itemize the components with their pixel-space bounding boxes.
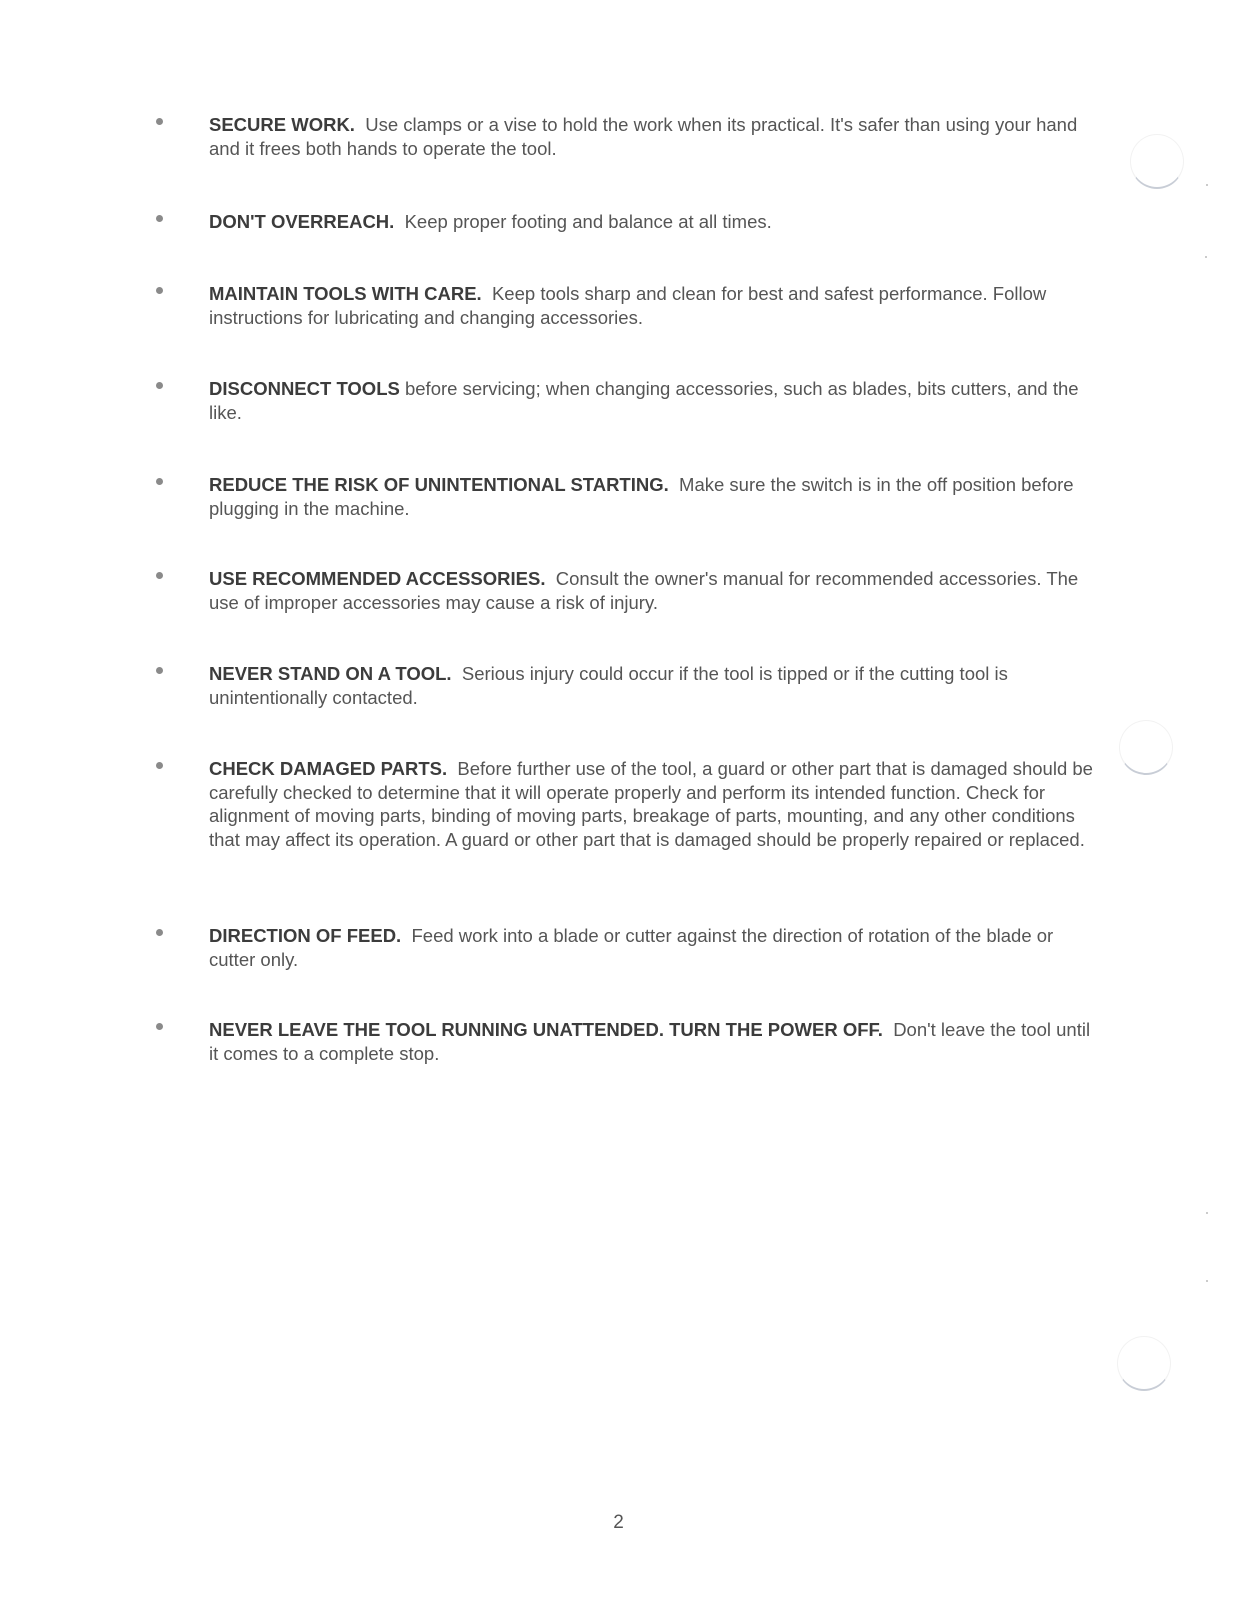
bullet-icon [156, 478, 163, 485]
scan-speck [1205, 256, 1207, 258]
item-body: Use clamps or a vise to hold the work when its practical. It's safer than using your hand and it frees both hands to operate the tool. [209, 114, 1078, 159]
bullet-icon [156, 572, 163, 579]
item-heading: CHECK DAMAGED PARTS. [209, 758, 448, 779]
punch-hole-icon [1117, 1336, 1171, 1391]
item-body: Keep tools sharp and clean for best and safest performance. Follow instructions for lubricating and changing accessories. [209, 283, 1047, 328]
bullet-icon [156, 667, 163, 674]
item-heading: NEVER LEAVE THE TOOL RUNNING UNATTENDED. TURN THE POWER OFF. [209, 1019, 883, 1040]
item-heading: MAINTAIN TOOLS WITH CARE. [209, 283, 482, 304]
bullet-icon [156, 215, 163, 222]
list-item [156, 113, 1096, 160]
item-body: before servicing; when changing accessories, such as blades, bits cutters, and the like. [209, 378, 1079, 423]
item-body: Keep proper footing and balance at all times. [404, 211, 772, 232]
item-heading: NEVER STAND ON A TOOL. [209, 663, 452, 684]
bullet-icon [156, 1023, 163, 1030]
list-item [156, 473, 1096, 520]
scan-speck [1206, 184, 1208, 186]
list-item [156, 924, 1096, 971]
list-item [156, 662, 1096, 709]
item-body: Consult the owner's manual for recommended accessories. The use of improper accessories may cause a risk of injury. [209, 568, 1079, 613]
scan-speck [1206, 1212, 1208, 1214]
list-item [156, 757, 1096, 851]
item-body: Serious injury could occur if the tool is tipped or if the cutting tool is unintentionally contacted. [209, 663, 1008, 708]
item-heading: USE RECOMMENDED ACCESSORIES. [209, 568, 546, 589]
list-item [156, 210, 1096, 234]
bullet-icon [156, 382, 163, 389]
bullet-icon [156, 287, 163, 294]
item-body: Make sure the switch is in the off position before plugging in the machine. [209, 474, 1074, 519]
list-item [156, 1018, 1096, 1065]
item-body: Before further use of the tool, a guard or other part that is damaged should be carefully checked to determine that it will operate properly and perform its intended function. Check for alignment of moving parts, binding of moving parts, breakage of parts, mounting, and any other conditions that may affect its operation. A guard or other part that is damaged should be properly repaired or replaced. [209, 758, 1093, 850]
bullet-icon [156, 929, 163, 936]
item-heading: SECURE WORK. [209, 114, 355, 135]
item-heading: DISCONNECT TOOLS [209, 378, 400, 399]
list-item [156, 567, 1096, 614]
item-heading: DON'T OVERREACH. [209, 211, 395, 232]
bullet-icon [156, 762, 163, 769]
bullet-icon [156, 118, 163, 125]
item-body: Feed work into a blade or cutter against the direction of rotation of the blade or cutter only. [209, 925, 1054, 970]
scan-speck [1206, 1280, 1208, 1282]
item-heading: DIRECTION OF FEED. [209, 925, 402, 946]
list-item [156, 377, 1096, 424]
page-number: 2 [613, 1512, 624, 1533]
list-item [156, 282, 1096, 329]
punch-hole-icon [1130, 134, 1184, 189]
item-body: Don't leave the tool until it comes to a complete stop. [209, 1019, 1091, 1064]
punch-hole-icon [1119, 720, 1173, 775]
item-heading: REDUCE THE RISK OF UNINTENTIONAL STARTING. [209, 474, 669, 495]
